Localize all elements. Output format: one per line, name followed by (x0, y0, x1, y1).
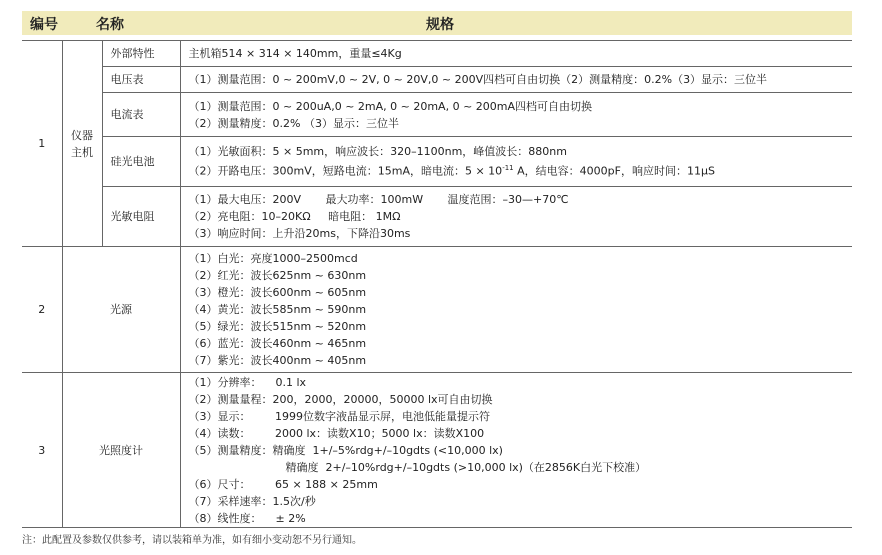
spec-line: （1）最大电压：200V 最大功率：100mW 温度范围：–30—+70℃ (188, 193, 569, 206)
row-id: 3 (22, 373, 62, 528)
spec-line: （6）蓝光：波长460nm ~ 465nm (188, 337, 367, 350)
table-row (22, 247, 852, 373)
exponent: -11 (502, 164, 514, 173)
table-header (22, 11, 852, 35)
spec-line: （1）测量范围：0 ~ 200uA,0 ~ 2mA, 0 ~ 20mA, 0 ~ 200mA四档可自由切换 (188, 99, 593, 113)
spec-line: （4）读数： 2000 lx：读数X10；5000 lx：读数X100 (188, 426, 485, 440)
sub-name: 电流表 (102, 93, 180, 137)
spec-line: （2）红光：波长625nm ~ 630nm (188, 269, 367, 282)
table-row (22, 373, 852, 528)
spec-cell (180, 373, 852, 528)
row-name (62, 41, 102, 247)
sub-name: 电压表 (102, 67, 180, 93)
spec-line: （1）测量范围：0 ~ 200mV,0 ~ 2V, 0 ~ 20V,0 ~ 200V四档可自由切换（2）测量精度：0.2%（3）显示：三位半 (188, 73, 768, 86)
row-name: 光照度计 (62, 373, 180, 528)
spec-line: （3）响应时间：上升沿20ms，下降沿30ms (188, 227, 411, 240)
spec-text: A，结电容：4000pF，响应时间：11μS (513, 164, 715, 178)
spec-cell (180, 247, 852, 373)
table-row (22, 93, 852, 137)
spec-cell (180, 93, 852, 137)
spec-table (22, 40, 852, 528)
row-name-text: 仪器 主机 (71, 128, 93, 159)
header-name: 名称 (96, 17, 124, 33)
spec-line: 主机箱514 × 314 × 140mm，重量≤4Kg (188, 47, 402, 60)
spec-line: （7）紫光：波长400nm ~ 405nm (188, 354, 367, 367)
spec-line: （2）亮电阻：10–20KΩ 暗电阻： 1MΩ (188, 210, 401, 223)
header-id: 编号 (30, 17, 58, 33)
table-row (22, 67, 852, 93)
spec-line: （1）光敏面积：5 × 5mm，响应波长：320–1100nm，峰值波长：880nm (188, 145, 567, 159)
table-row (22, 187, 852, 247)
spec-cell (180, 187, 852, 247)
spec-text: （2）开路电压：300mV，短路电流：15mA，暗电流：5 × 10 (188, 164, 503, 178)
spec-line: （7）采样速率：1.5次/秒 (188, 494, 316, 508)
row-id: 1 (22, 41, 62, 247)
sub-name: 光敏电阻 (102, 187, 180, 247)
table-row (22, 41, 852, 67)
spec-line: （4）黄光：波长585nm ~ 590nm (188, 303, 367, 316)
table-row (22, 137, 852, 187)
spec-cell (180, 67, 852, 93)
footnote: 注：此配置及参数仅供参考，请以装箱单为准，如有细小变动恕不另行通知。 (22, 535, 362, 546)
spec-line: （5）绿光：波长515nm ~ 520nm (188, 320, 367, 333)
sub-name: 硅光电池 (102, 137, 180, 187)
spec-line: （1）分辨率： 0.1 lx (188, 375, 307, 389)
row-name: 光源 (62, 247, 180, 373)
spec-line: （1）白光：亮度1000–2500mcd (188, 252, 358, 265)
spec-line: 精确度 2+/–10%rdg+/–10gdts (>10,000 lx)（在2856K白光下校准） (285, 460, 647, 474)
spec-line: （5）测量精度：精确度 1+/–5%rdg+/–10gdts (<10,000 lx) (188, 443, 503, 457)
spec-line: （3）显示： 1999位数字液晶显示屏，电池低能量提示符 (188, 409, 490, 423)
spec-line: （8）线性度： ± 2% (188, 511, 306, 525)
spec-line: （2）测量量程：200，2000，20000，50000 lx可自由切换 (188, 392, 493, 406)
spec-line: （6）尺寸： 65 × 188 × 25mm (188, 477, 378, 491)
header-spec: 规格 (426, 17, 454, 33)
sub-name: 外部特性 (102, 41, 180, 67)
spec-cell (180, 41, 852, 67)
row-id: 2 (22, 247, 62, 373)
spec-line (189, 160, 845, 180)
spec-line: （2）测量精度：0.2% （3）显示：三位半 (188, 116, 399, 130)
spec-line: （3）橙光：波长600nm ~ 605nm (188, 286, 367, 299)
spec-cell (180, 137, 852, 187)
